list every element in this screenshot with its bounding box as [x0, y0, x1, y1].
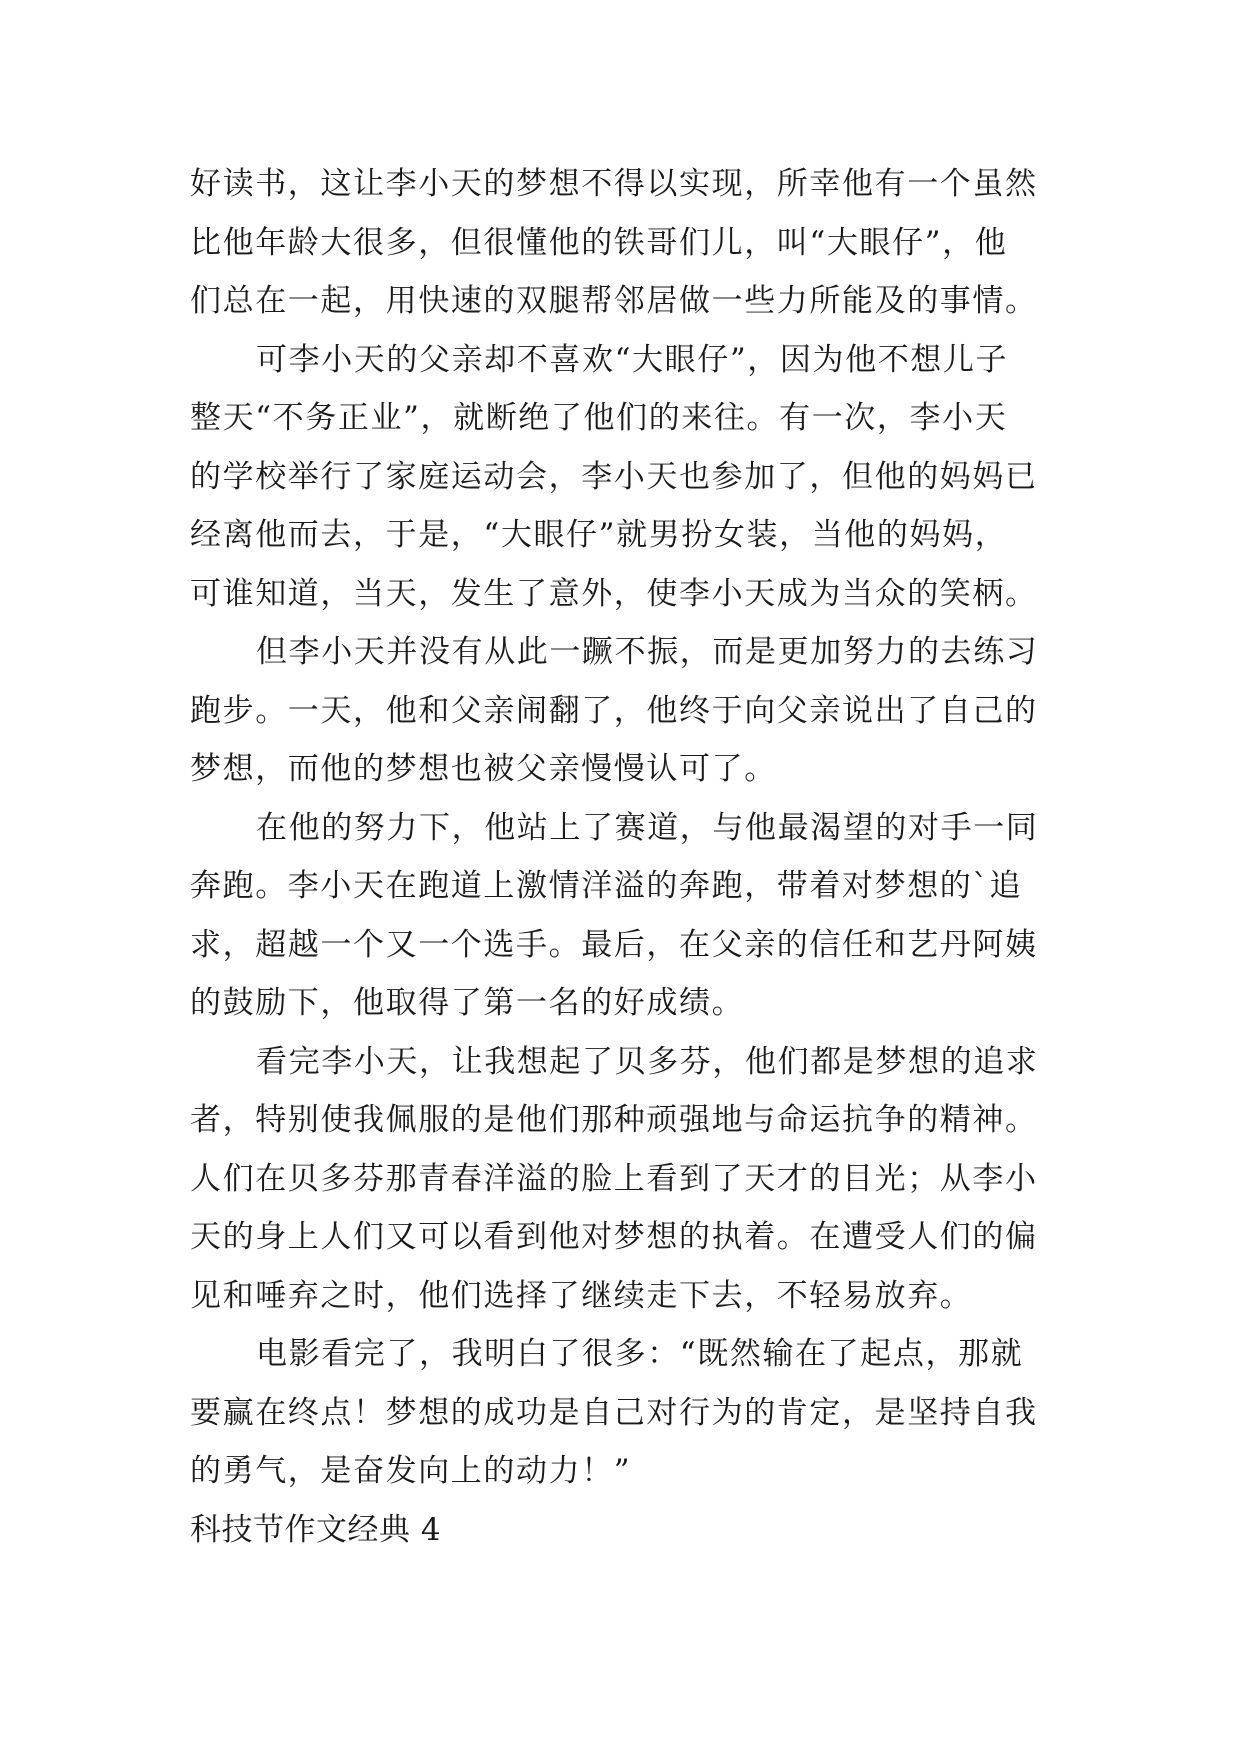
- paragraph-start-line: 但李小天并没有从此一蹶不振，而是更加努力的去练习: [256, 634, 1039, 670]
- text-line: 天的身上人们又可以看到他对梦想的执着。在遭受人们的偏: [190, 1219, 1038, 1255]
- text-line: 人们在贝多芬那青春洋溢的脸上看到了天才的目光；从李小: [190, 1160, 1038, 1197]
- text-line: 要赢在终点！梦想的成功是自己对行为的肯定，是坚持自我: [190, 1394, 1038, 1431]
- document-page: [190, 155, 1070, 1559]
- paragraph-start-line: 可李小天的父亲却不喜欢“大眼仔”，因为他不想儿子: [256, 341, 1009, 378]
- text-line: 可谁知道，当天，发生了意外，使李小天成为当众的笑柄。: [190, 575, 1038, 612]
- section-heading: 科技节作文经典 4: [190, 1511, 442, 1548]
- text-line: 好读书，这让李小天的梦想不得以实现，所幸他有一个虽然: [190, 166, 1038, 202]
- text-line: 经离他而去，于是，“大眼仔”就男扮女装，当他的妈妈，: [190, 517, 1008, 553]
- text-line: 梦想，而他的梦想也被父亲慢慢认可了。: [190, 751, 777, 787]
- text-line: 的勇气，是奋发向上的动力！”: [190, 1453, 632, 1489]
- text-line: 奔跑。李小天在跑道上激情洋溢的奔跑，带着对梦想的`追: [190, 868, 1023, 904]
- paragraph-start-line: 电影看完了，我明白了很多：“既然输在了起点，那就: [256, 1336, 1024, 1372]
- paragraph-start-line: 看完李小天，让我想起了贝多芬，他们都是梦想的追求: [256, 1043, 1039, 1080]
- text-line: 见和唾弃之时，他们选择了继续走下去，不轻易放弃。: [190, 1277, 973, 1314]
- text-line: 的学校举行了家庭运动会，李小天也参加了，但他的妈妈已: [190, 458, 1038, 495]
- text-line: 求，超越一个又一个选手。最后，在父亲的信任和艺丹阿姨: [190, 926, 1038, 963]
- text-line: 跑步。一天，他和父亲闹翻了，他终于向父亲说出了自己的: [190, 692, 1038, 729]
- text-line: 的鼓励下，他取得了第一名的好成绩。: [190, 985, 745, 1021]
- text-line: 们总在一起，用快速的双腿帮邻居做一些力所能及的事情。: [190, 283, 1038, 319]
- text-line: 者，特别使我佩服的是他们那种顽强地与命运抗争的精神。: [190, 1102, 1038, 1138]
- paragraph-start-line: 在他的努力下，他站上了赛道，与他最渴望的对手一同: [256, 809, 1039, 846]
- text-line: 整天“不务正业”，就断绝了他们的来往。有一次，李小天: [190, 400, 1008, 436]
- text-line: 比他年龄大很多，但很懂他的铁哥们儿，叫“大眼仔”，他: [190, 224, 1008, 261]
